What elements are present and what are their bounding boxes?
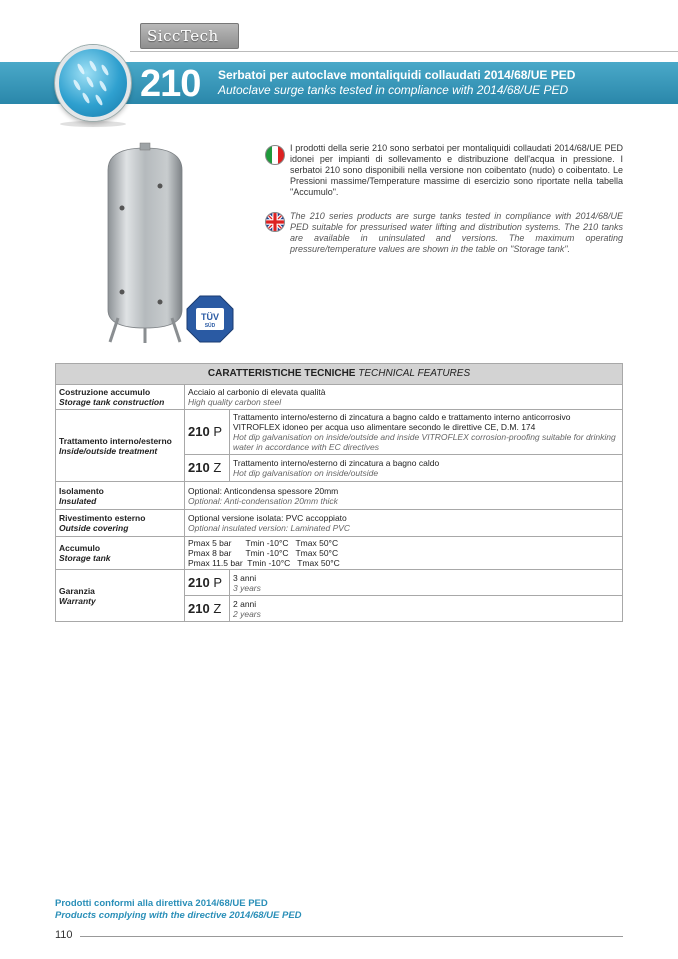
model-code-number: 210	[188, 600, 210, 616]
covering-label-en: Outside covering	[59, 523, 129, 533]
insulation-label-it: Isolamento	[59, 485, 104, 496]
warranty-210z-it: 2 anni	[233, 598, 257, 609]
warranty-210z-value	[230, 596, 623, 622]
model-code-suffix: Z	[213, 460, 222, 475]
covering-label	[56, 510, 185, 537]
construction-label-en: Storage tank construction	[59, 397, 165, 407]
treatment-210p-en: Hot dip galvanisation on inside/outside and inside VITROFLEX corrosion-proofing suitable for drinking water in accordance with EC directives	[233, 432, 616, 452]
table-header	[56, 364, 623, 385]
description-english: The 210 series products are surge tanks tested in compliance with 2014/68/UE PED suitable for pressurised water lifting and distribution systems. The 210 tanks are available in uninsulated and versions. The maximum operating pressure/temperature values are shown in the table on "Storage tank".	[290, 211, 623, 254]
uk-flag-icon	[265, 212, 285, 232]
warranty-210p-en: 3 years	[233, 582, 261, 593]
treatment-label-en: Inside/outside treatment	[59, 445, 158, 456]
footer-italian: Prodotti conformi alla direttiva 2014/68/UE PED	[55, 898, 268, 909]
warranty-210p-value	[230, 570, 623, 596]
storage-row: Pmax 11.5 bar Tmin -10°C Tmax 50°C	[188, 558, 340, 568]
treatment-label	[56, 410, 185, 482]
product-code: 210	[140, 63, 201, 105]
covering-label-it: Rivestimento esterno	[59, 513, 146, 523]
footer-rule	[80, 936, 623, 937]
table-row	[56, 482, 623, 510]
insulation-label-en: Insulated	[59, 495, 97, 506]
model-code-suffix: P	[213, 424, 222, 439]
svg-text:TÜV: TÜV	[201, 312, 219, 322]
svg-text:SÜD: SÜD	[204, 323, 216, 329]
treatment-210p-value	[230, 410, 623, 455]
construction-value-it: Acciaio al carbonio di elevata qualità	[188, 387, 326, 397]
technical-features-table	[55, 363, 623, 622]
title-italian: Serbatoi per autoclave montaliquidi collaudati 2014/68/UE PED	[218, 68, 576, 82]
tank-image	[100, 142, 190, 347]
table-header-row	[56, 364, 623, 385]
construction-value	[185, 385, 623, 410]
warranty-label	[56, 570, 185, 622]
storage-label	[56, 537, 185, 570]
construction-label	[56, 385, 185, 410]
warranty-210p-it: 3 anni	[233, 572, 257, 583]
construction-label-it: Costruzione accumulo	[59, 387, 151, 397]
treatment-210z-it: Trattamento interno/esterno di zincatura a bagno caldo	[233, 458, 440, 468]
insulation-value	[185, 482, 623, 510]
storage-label-it: Accumulo	[59, 543, 101, 553]
model-code-number: 210	[188, 460, 210, 475]
treatment-label-it: Trattamento interno/esterno	[59, 435, 172, 446]
table-header-english: TECHNICAL FEATURES	[358, 368, 471, 379]
water-drops-icon	[55, 45, 131, 121]
insulation-value-en: Optional: Anti-condensation 20mm thick	[188, 495, 338, 506]
treatment-210z-value	[230, 455, 623, 482]
tuv-certification-icon	[185, 294, 235, 344]
treatment-210p-it: Trattamento interno/esterno di zincatura a bagno caldo e trattamento interno anticorrosivo VITROFLEX idoneo per acqua uso alimentare secondo le direttive CE, D.M. 174	[233, 412, 571, 432]
storage-row: Pmax 8 bar Tmin -10°C Tmax 50°C	[188, 548, 339, 558]
insulation-value-it: Optional: Anticondensa spessore 20mm	[188, 485, 339, 496]
warranty-210z-en: 2 years	[233, 608, 261, 619]
model-code-210p	[185, 410, 230, 455]
title-english: Autoclave surge tanks tested in compliance with 2014/68/UE PED	[218, 83, 569, 97]
insulation-label	[56, 482, 185, 510]
header-rule	[130, 51, 678, 52]
construction-value-en: High quality carbon steel	[188, 397, 282, 407]
covering-value-en: Optional insulated version: Laminated PVC	[188, 523, 351, 533]
storage-value	[185, 537, 623, 570]
footer-english: Products complying with the directive 2014/68/UE PED	[55, 910, 302, 921]
warranty-label-en: Warranty	[59, 595, 96, 606]
table-row	[56, 385, 623, 410]
table-header-italian: CARATTERISTICHE TECNICHE	[207, 368, 356, 379]
table-row	[56, 570, 623, 596]
warranty-label-it: Garanzia	[59, 585, 95, 596]
storage-label-en: Storage tank	[59, 553, 111, 563]
table-row	[56, 410, 623, 455]
treatment-210z-en: Hot dip galvanisation on inside/outside	[233, 468, 379, 478]
brand-logo: SiccTech	[140, 23, 239, 49]
model-code-210z	[185, 596, 230, 622]
table-row	[56, 510, 623, 537]
table-row	[56, 537, 623, 570]
model-code-suffix: Z	[213, 600, 222, 616]
badge-shadow	[60, 121, 126, 127]
model-code-number: 210	[188, 424, 210, 439]
page-number: 110	[55, 929, 73, 941]
description-italian: I prodotti della serie 210 sono serbatoi per montaliquidi collaudati 2014/68/UE PED idonei per impianti di sollevamento e distribuzione dell'acqua in pressione. I serbatoi 210 sono disponibili nella versione non coibentato (nudo) o coibentato. Le Pressioni massime/Temperature massime di esercizio sono riportate nella tabella "Accumulo".	[290, 143, 623, 197]
covering-value	[185, 510, 623, 537]
model-code-suffix: P	[213, 574, 222, 590]
italian-flag-icon	[265, 145, 285, 165]
model-code-number: 210	[188, 574, 210, 590]
model-code-210z	[185, 455, 230, 482]
covering-value-it: Optional versione isolata: PVC accoppiato	[188, 513, 347, 523]
storage-row: Pmax 5 bar Tmin -10°C Tmax 50°C	[188, 538, 339, 548]
model-code-210p	[185, 570, 230, 596]
